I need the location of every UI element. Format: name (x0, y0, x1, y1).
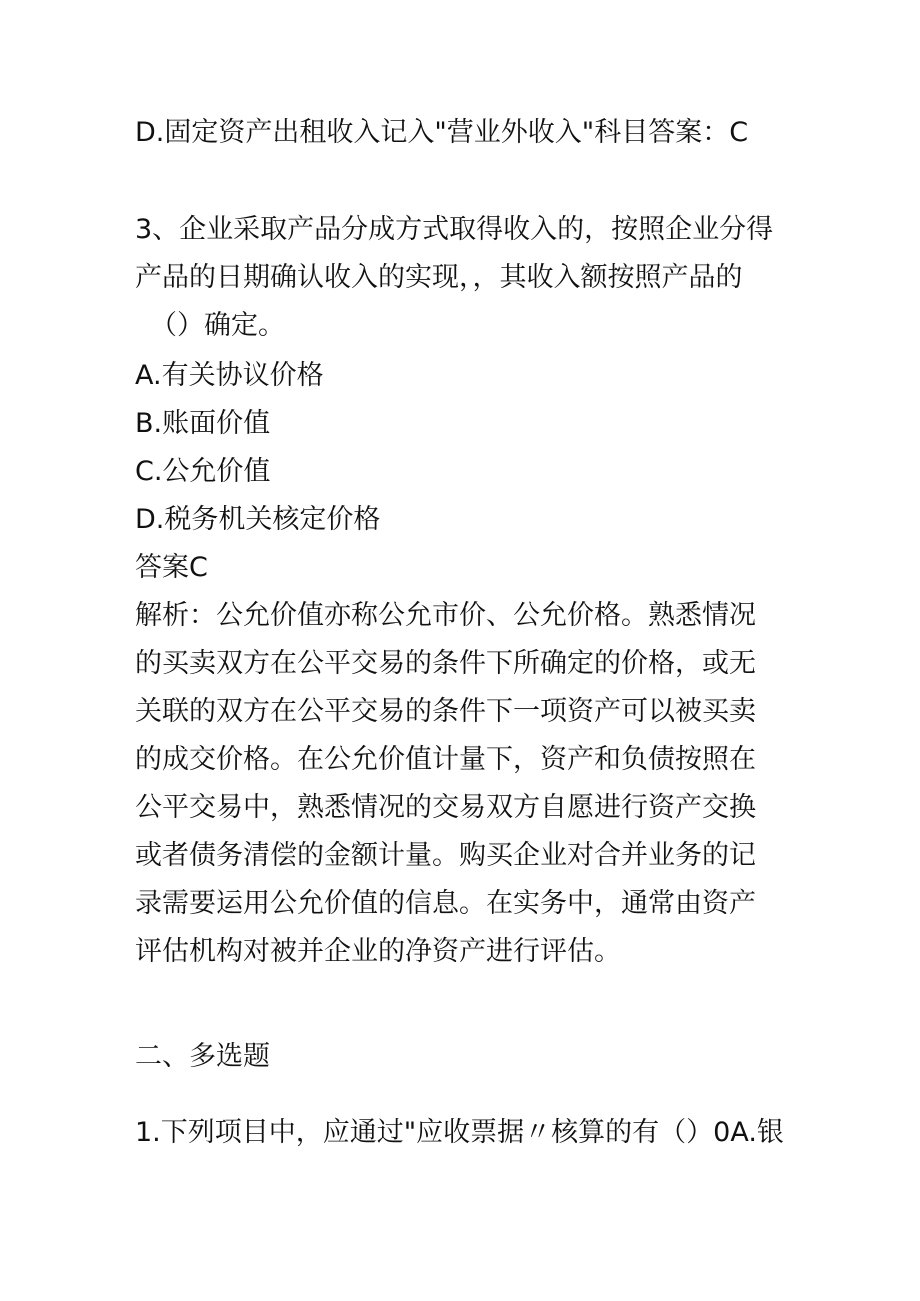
question-3-analysis-line-1: 解析：公允价值亦称公允市价、公允价格。熟悉情况 (135, 600, 756, 631)
question-3-analysis-line-2: 的买卖双方在公平交易的条件下所确定的价格，或无 (135, 648, 756, 679)
question-3-analysis-line-7: 录需要运用公允价值的信息。在实务中，通常由资产 (135, 888, 756, 919)
question-3-answer: 答案C (135, 552, 208, 583)
question-3-analysis-line-3: 关联的双方在公平交易的条件下一项资产可以被买卖 (135, 696, 756, 727)
question-3-stem-line-3: （）确定。 (150, 310, 285, 341)
multiple-choice-question-1: 1.下列项目中，应通过"应收票据〃核算的有（）0A.银 (135, 1117, 784, 1148)
question-3-analysis-line-4: 的成交价格。在公允价值计量下，资产和负债按照在 (135, 744, 756, 775)
question-3-analysis-line-5: 公平交易中，熟悉情况的交易双方自愿进行资产交换 (135, 792, 756, 823)
question-3-analysis-line-6: 或者债务清偿的金额计量。购买企业对合并业务的记 (135, 840, 756, 871)
prev-question-option-d: D.固定资产出租收入记入"营业外收入"科目答案：C (135, 117, 749, 148)
question-3-analysis-line-8: 评估机构对被并企业的净资产进行评估。 (135, 936, 621, 967)
question-3-option-a: A.有关协议价格 (135, 360, 324, 391)
question-3-option-d: D.税务机关核定价格 (135, 504, 381, 535)
section-heading-multiple-choice: 二、多选题 (135, 1041, 270, 1072)
question-3-stem-line-1: 3、企业采取产品分成方式取得收入的，按照企业分得 (135, 214, 774, 245)
question-3-option-b: B.账面价值 (135, 408, 271, 439)
question-3-option-c: C.公允价值 (135, 456, 271, 487)
question-3-stem-line-2: 产品的日期确认收入的实现，，其收入额按照产品的 (135, 262, 743, 293)
